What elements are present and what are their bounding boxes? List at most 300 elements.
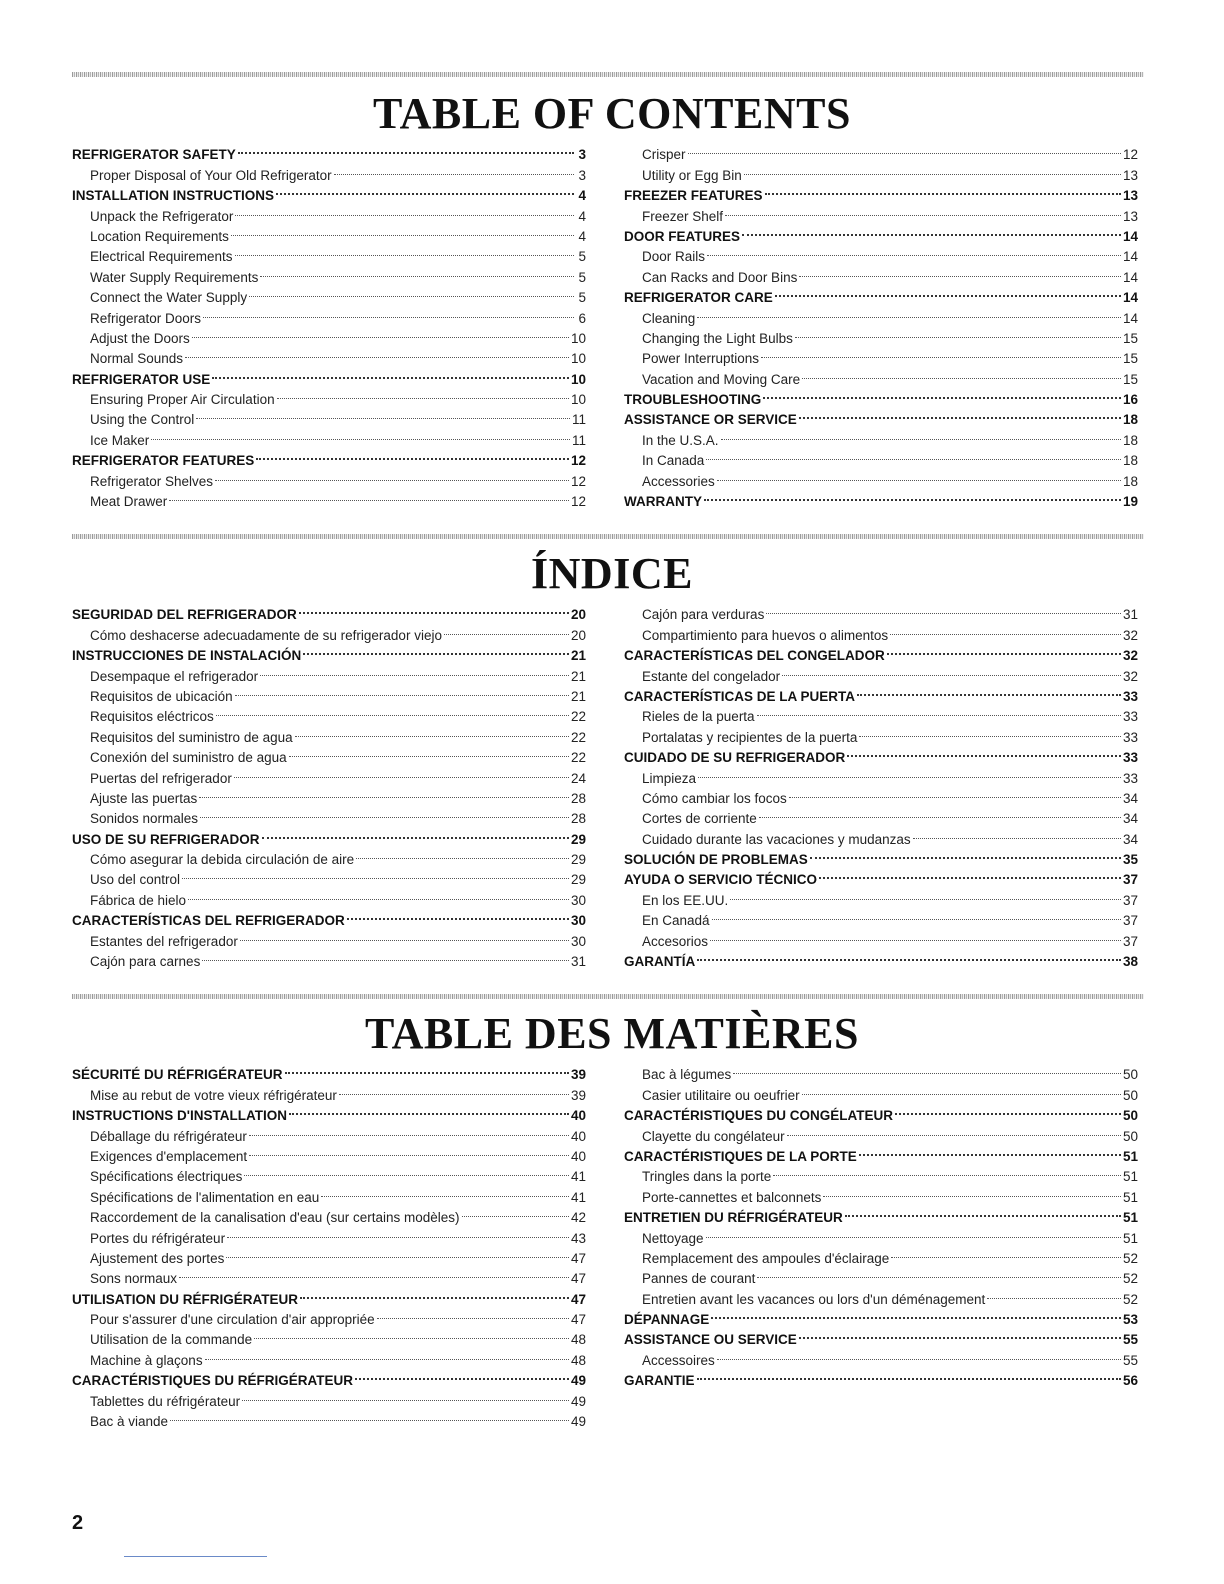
dot-leader bbox=[913, 823, 1121, 843]
dot-leader bbox=[299, 599, 569, 619]
dot-leader bbox=[215, 465, 569, 485]
dot-leader bbox=[226, 1243, 569, 1263]
dot-leader bbox=[289, 742, 569, 762]
dot-leader bbox=[895, 1100, 1121, 1120]
toc-entry-label: Location Requirements bbox=[90, 228, 229, 244]
toc-entry-label: Raccordement de la canalisation d'eau (sur certains modèles) bbox=[90, 1210, 460, 1226]
dot-leader bbox=[244, 1161, 569, 1181]
toc-entry-page: 3 bbox=[578, 167, 586, 183]
toc-entry-page: 12 bbox=[570, 473, 586, 489]
dot-leader bbox=[262, 823, 569, 843]
toc-entry-page: 47 bbox=[570, 1312, 586, 1328]
dot-leader bbox=[697, 302, 1121, 322]
dot-leader bbox=[712, 905, 1121, 925]
toc-entry-label: Accesorios bbox=[642, 933, 709, 949]
toc-subentry bbox=[624, 1059, 1138, 1083]
toc-entry-page: 37 bbox=[1122, 933, 1138, 949]
dot-leader bbox=[238, 139, 574, 159]
toc-entry-page: 48 bbox=[570, 1332, 586, 1348]
toc-entry-label: Sons normaux bbox=[90, 1271, 178, 1287]
toc-entry-label: Ajustement des portes bbox=[90, 1250, 225, 1266]
toc-heading-entry bbox=[624, 1365, 1138, 1389]
dot-leader bbox=[717, 465, 1121, 485]
toc-entry-label: REFRIGERATOR SAFETY bbox=[72, 147, 236, 163]
dot-leader bbox=[787, 1120, 1121, 1140]
toc-entry-page: 47 bbox=[570, 1291, 586, 1307]
toc-entry-label: Cleaning bbox=[642, 310, 696, 326]
dot-leader bbox=[256, 445, 569, 465]
toc-entry-label: Utilisation de la commande bbox=[90, 1332, 253, 1348]
toc-entry-page: 13 bbox=[1122, 208, 1138, 224]
toc-entry-page: 10 bbox=[570, 392, 586, 408]
toc-entry-page: 40 bbox=[570, 1108, 586, 1124]
dot-leader bbox=[698, 762, 1121, 782]
toc-entry-page: 15 bbox=[1122, 371, 1138, 387]
dot-leader bbox=[289, 1100, 569, 1120]
toc-entry-page: 30 bbox=[570, 892, 586, 908]
toc-entry-page: 29 bbox=[570, 831, 586, 847]
dot-leader bbox=[227, 1222, 569, 1242]
dot-leader bbox=[260, 660, 569, 680]
toc-entry-page: 50 bbox=[1122, 1087, 1138, 1103]
toc-entry-label: Casier utilitaire ou oeufrier bbox=[642, 1087, 800, 1103]
toc-entry-page: 49 bbox=[570, 1373, 586, 1389]
toc-entry-label: Déballage du réfrigérateur bbox=[90, 1128, 247, 1144]
dot-leader bbox=[202, 946, 569, 966]
toc-entry-page: 3 bbox=[578, 147, 586, 163]
toc-entry-label: FREEZER FEATURES bbox=[624, 188, 763, 204]
dot-leader bbox=[276, 180, 574, 200]
toc-entry-label: Compartimiento para huevos o alimentos bbox=[642, 627, 889, 643]
toc-entry-page: 10 bbox=[570, 351, 586, 367]
toc-entry-page: 13 bbox=[1122, 167, 1138, 183]
dot-leader bbox=[303, 640, 569, 660]
dot-leader bbox=[823, 1181, 1121, 1201]
dot-leader bbox=[757, 701, 1121, 721]
dot-leader bbox=[231, 221, 574, 241]
toc-entry-page: 41 bbox=[570, 1169, 586, 1185]
dot-leader bbox=[196, 404, 570, 424]
toc-entry-label: Unpack the Refrigerator bbox=[90, 208, 234, 224]
toc-subentry bbox=[624, 139, 1138, 163]
toc-entry-label: Crisper bbox=[642, 147, 686, 163]
toc-entry-label: Normal Sounds bbox=[90, 351, 184, 367]
toc-entry-page: 33 bbox=[1122, 688, 1138, 704]
dot-leader bbox=[707, 241, 1121, 261]
section-title-es: ÍNDICE bbox=[531, 549, 693, 598]
dot-leader bbox=[240, 925, 569, 945]
dot-leader bbox=[182, 864, 569, 884]
dot-leader bbox=[242, 1385, 569, 1405]
toc-entry-label: Ajuste las puertas bbox=[90, 790, 198, 806]
dot-leader bbox=[300, 1283, 569, 1303]
section-divider-fr bbox=[72, 994, 1144, 999]
dot-leader bbox=[216, 701, 569, 721]
dot-leader bbox=[761, 343, 1121, 363]
toc-entry-page: 4 bbox=[578, 208, 586, 224]
toc-entry-label: Ensuring Proper Air Circulation bbox=[90, 392, 275, 408]
section-divider-es bbox=[72, 534, 1144, 539]
toc-entry-page: 12 bbox=[1122, 147, 1138, 163]
toc-entry-label: Utility or Egg Bin bbox=[642, 167, 742, 183]
toc-entry-page: 20 bbox=[570, 607, 586, 623]
toc-entry-page: 37 bbox=[1122, 913, 1138, 929]
toc-entry-label: TROUBLESHOOTING bbox=[624, 392, 762, 408]
toc-subentry bbox=[624, 762, 1138, 786]
dot-leader bbox=[763, 384, 1121, 404]
toc-entry-label: Can Racks and Door Bins bbox=[642, 269, 798, 285]
toc-entry-page: 49 bbox=[570, 1414, 586, 1430]
toc-entry-page: 49 bbox=[570, 1393, 586, 1409]
toc-entry-label: ASSISTANCE OR SERVICE bbox=[624, 412, 797, 428]
toc-entry-page: 52 bbox=[1122, 1250, 1138, 1266]
toc-entry-page: 38 bbox=[1122, 954, 1138, 970]
dot-leader bbox=[802, 363, 1121, 383]
toc-entry-label: Cómo deshacerse adecuadamente de su refrigerador viejo bbox=[90, 627, 442, 643]
toc-column-es-left bbox=[72, 599, 586, 970]
toc-entry-label: SÉCURITÉ DU RÉFRIGÉRATEUR bbox=[72, 1067, 283, 1083]
toc-entry-label: UTILISATION DU RÉFRIGÉRATEUR bbox=[72, 1291, 298, 1307]
toc-entry-label: Cortes de corriente bbox=[642, 811, 757, 827]
dot-leader bbox=[782, 660, 1121, 680]
dot-leader bbox=[151, 424, 570, 444]
toc-entry-label: CARACTÉRISTIQUES DU CONGÉLATEUR bbox=[624, 1108, 894, 1124]
dot-leader bbox=[730, 884, 1121, 904]
toc-entry-label: Accessoires bbox=[642, 1352, 715, 1368]
dot-leader bbox=[733, 1059, 1121, 1079]
toc-entry-label: INSTALLATION INSTRUCTIONS bbox=[72, 188, 274, 204]
dot-leader bbox=[277, 384, 569, 404]
toc-entry-label: Uso del control bbox=[90, 872, 181, 888]
dot-leader bbox=[260, 261, 574, 281]
toc-entry-label: GARANTÍA bbox=[624, 954, 696, 970]
toc-entry-page: 31 bbox=[1122, 607, 1138, 623]
dot-leader bbox=[356, 844, 569, 864]
toc-column-es-right bbox=[624, 599, 1138, 970]
toc-entry-label: Connect the Water Supply bbox=[90, 290, 248, 306]
toc-entry-page: 48 bbox=[570, 1352, 586, 1368]
toc-entry-page: 37 bbox=[1122, 892, 1138, 908]
toc-entry-label: Mise au rebut de votre vieux réfrigérateur bbox=[90, 1087, 337, 1103]
toc-entry-label: Nettoyage bbox=[642, 1230, 704, 1246]
toc-entry-label: Refrigerator Doors bbox=[90, 310, 202, 326]
toc-entry-label: USO DE SU REFRIGERADOR bbox=[72, 831, 260, 847]
toc-entry-label: Cuidado durante las vacaciones y mudanzas bbox=[642, 831, 911, 847]
toc-entry-label: Cómo asegurar la debida circulación de aire bbox=[90, 852, 355, 868]
toc-entry-page: 34 bbox=[1122, 790, 1138, 806]
dot-leader bbox=[234, 762, 569, 782]
toc-entry-label: GARANTIE bbox=[624, 1373, 695, 1389]
toc-entry-label: Bac à légumes bbox=[642, 1067, 732, 1083]
toc-entry-page: 51 bbox=[1122, 1148, 1138, 1164]
dot-leader bbox=[444, 619, 569, 639]
toc-entry-label: In the U.S.A. bbox=[642, 432, 719, 448]
toc-entry-page: 11 bbox=[571, 432, 586, 448]
toc-entry-label: Requisitos del suministro de agua bbox=[90, 729, 293, 745]
toc-entry-page: 12 bbox=[570, 453, 586, 469]
toc-entry-page: 40 bbox=[570, 1128, 586, 1144]
dot-leader bbox=[321, 1181, 569, 1201]
toc-entry-label: ENTRETIEN DU RÉFRIGÉRATEUR bbox=[624, 1210, 843, 1226]
toc-entry-label: Spécifications de l'alimentation en eau bbox=[90, 1189, 320, 1205]
dot-leader bbox=[766, 599, 1121, 619]
toc-entry-label: CARACTÉRISTIQUES DE LA PORTE bbox=[624, 1148, 857, 1164]
toc-column-en-left bbox=[72, 139, 586, 510]
toc-entry-page: 50 bbox=[1122, 1067, 1138, 1083]
section-divider-top bbox=[72, 72, 1144, 77]
toc-entry-label: Changing the Light Bulbs bbox=[642, 330, 793, 346]
toc-entry-page: 6 bbox=[578, 310, 586, 326]
toc-entry-page: 13 bbox=[1122, 188, 1138, 204]
toc-entry-page: 30 bbox=[570, 913, 586, 929]
dot-leader bbox=[757, 1263, 1121, 1283]
toc-entry-label: Requisitos de ubicación bbox=[90, 688, 233, 704]
toc-entry-label: Portes du réfrigérateur bbox=[90, 1230, 226, 1246]
toc-entry-page: 29 bbox=[570, 852, 586, 868]
toc-entry-label: ASSISTANCE OU SERVICE bbox=[624, 1332, 797, 1348]
dot-leader bbox=[688, 139, 1121, 159]
toc-entry-label: Conexión del suministro de agua bbox=[90, 750, 287, 766]
toc-entry-label: In Canada bbox=[642, 453, 705, 469]
dot-leader bbox=[249, 1120, 569, 1140]
toc-entry-label: REFRIGERATOR USE bbox=[72, 371, 211, 387]
toc-entry-label: Electrical Requirements bbox=[90, 249, 233, 265]
toc-entry-label: Water Supply Requirements bbox=[90, 269, 259, 285]
dot-leader bbox=[775, 282, 1121, 302]
toc-entry-page: 10 bbox=[570, 330, 586, 346]
toc-entry-label: Pour s'assurer d'une circulation d'air appropriée bbox=[90, 1312, 375, 1328]
toc-column-fr-left bbox=[72, 1059, 586, 1430]
toc-entry-page: 18 bbox=[1122, 473, 1138, 489]
dot-leader bbox=[188, 884, 569, 904]
toc-entry-label: INSTRUCCIONES DE INSTALACIÓN bbox=[72, 648, 302, 664]
dot-leader bbox=[295, 721, 569, 741]
toc-entry-page: 55 bbox=[1122, 1352, 1138, 1368]
toc-entry-page: 15 bbox=[1122, 330, 1138, 346]
toc-entry-page: 14 bbox=[1122, 290, 1138, 306]
toc-entry-page: 56 bbox=[1122, 1373, 1138, 1389]
toc-entry-page: 51 bbox=[1122, 1230, 1138, 1246]
dot-leader bbox=[744, 159, 1121, 179]
dot-leader bbox=[799, 1324, 1121, 1344]
dot-leader bbox=[199, 783, 569, 803]
toc-entry-page: 15 bbox=[1122, 351, 1138, 367]
toc-entry-label: Cajón para carnes bbox=[90, 954, 201, 970]
toc-entry-label: Limpieza bbox=[642, 770, 697, 786]
toc-subentry bbox=[624, 323, 1138, 346]
toc-entry-label: CARACTERÍSTICAS DEL REFRIGERADOR bbox=[72, 913, 345, 929]
dot-leader bbox=[795, 323, 1121, 343]
toc-entry-label: CARACTERÍSTICAS DEL CONGELADOR bbox=[624, 648, 885, 664]
toc-entry-page: 10 bbox=[570, 371, 586, 387]
dot-leader bbox=[845, 1202, 1121, 1222]
toc-entry-page: 33 bbox=[1122, 770, 1138, 786]
toc-entry-page: 41 bbox=[570, 1189, 586, 1205]
dot-leader bbox=[717, 1344, 1121, 1364]
toc-subentry bbox=[624, 302, 1138, 326]
toc-entry-label: Estantes del refrigerador bbox=[90, 933, 238, 949]
toc-entry-label: Vacation and Moving Care bbox=[642, 371, 801, 387]
dot-leader bbox=[355, 1365, 569, 1385]
toc-entry-page: 22 bbox=[570, 750, 586, 766]
toc-entry-label: REFRIGERATOR CARE bbox=[624, 290, 773, 306]
toc-entry-page: 37 bbox=[1122, 872, 1138, 888]
dot-leader bbox=[235, 200, 574, 220]
toc-entry-label: SOLUCIÓN DE PROBLEMAS bbox=[624, 852, 808, 868]
dot-leader bbox=[205, 1344, 569, 1364]
dot-leader bbox=[185, 343, 569, 363]
toc-column-en-right bbox=[624, 139, 1138, 510]
toc-entry-label: Tablettes du réfrigérateur bbox=[90, 1393, 241, 1409]
dot-leader bbox=[235, 241, 574, 261]
section-title-fr: TABLE DES MATIÈRES bbox=[365, 1009, 859, 1058]
toc-entry-page: 21 bbox=[570, 668, 586, 684]
toc-entry-label: Portalatas y recipientes de la puerta bbox=[642, 729, 858, 745]
dot-leader bbox=[759, 803, 1121, 823]
toc-heading-entry bbox=[72, 1059, 586, 1083]
toc-entry-page: 14 bbox=[1122, 310, 1138, 326]
toc-heading-entry bbox=[72, 139, 586, 163]
dot-leader bbox=[169, 486, 569, 506]
toc-entry-page: 52 bbox=[1122, 1291, 1138, 1307]
toc-heading-entry bbox=[72, 599, 586, 623]
toc-subentry bbox=[624, 159, 1138, 183]
toc-entry-page: 28 bbox=[570, 790, 586, 806]
dot-leader bbox=[810, 844, 1121, 864]
toc-entry-label: AYUDA O SERVICIO TÉCNICO bbox=[624, 872, 818, 888]
toc-entry-page: 20 bbox=[570, 627, 586, 643]
toc-entry-label: SEGURIDAD DEL REFRIGERADOR bbox=[72, 607, 297, 623]
toc-entry-page: 47 bbox=[570, 1271, 586, 1287]
toc-entry-page: 21 bbox=[570, 648, 586, 664]
toc-entry-page: 5 bbox=[578, 290, 586, 306]
toc-subentry bbox=[624, 783, 1138, 806]
toc-entry-page: 42 bbox=[570, 1210, 586, 1226]
toc-entry-page: 47 bbox=[570, 1250, 586, 1266]
toc-entry-label: Door Rails bbox=[642, 249, 706, 265]
toc-entry-page: 4 bbox=[578, 188, 586, 204]
section-title-en: TABLE OF CONTENTS bbox=[373, 89, 851, 138]
dot-leader bbox=[710, 925, 1121, 945]
dot-leader bbox=[200, 803, 569, 823]
toc-heading-entry bbox=[624, 946, 1138, 970]
dot-leader bbox=[859, 1141, 1121, 1161]
toc-entry-label: En los EE.UU. bbox=[642, 892, 729, 908]
dot-leader bbox=[697, 1365, 1121, 1385]
toc-entry-label: Bac à viande bbox=[90, 1414, 169, 1430]
toc-entry-page: 5 bbox=[578, 249, 586, 265]
toc-entry-page: 33 bbox=[1122, 750, 1138, 766]
dot-leader bbox=[859, 721, 1121, 741]
toc-entry-label: Pannes de courant bbox=[642, 1271, 756, 1287]
page-number: 2 bbox=[72, 1512, 84, 1534]
dot-leader bbox=[170, 1406, 569, 1426]
toc-entry-label: Cajón para verduras bbox=[642, 607, 765, 623]
dot-leader bbox=[347, 905, 569, 925]
dot-leader bbox=[773, 1161, 1121, 1181]
toc-entry-label: WARRANTY bbox=[624, 494, 702, 510]
dot-leader bbox=[742, 221, 1121, 241]
dot-leader bbox=[697, 946, 1121, 966]
toc-entry-page: 33 bbox=[1122, 729, 1138, 745]
toc-entry-page: 18 bbox=[1122, 432, 1138, 448]
dot-leader bbox=[179, 1263, 569, 1283]
toc-entry-page: 29 bbox=[570, 872, 586, 888]
toc-entry-label: Requisitos eléctricos bbox=[90, 709, 214, 725]
toc-entry-page: 34 bbox=[1122, 811, 1138, 827]
dot-leader bbox=[285, 1059, 569, 1079]
toc-entry-page: 12 bbox=[570, 494, 586, 510]
toc-entry-label: CARACTERÍSTICAS DE LA PUERTA bbox=[624, 688, 856, 704]
toc-column-fr-right bbox=[624, 1059, 1138, 1389]
toc-entry-label: DÉPANNAGE bbox=[624, 1312, 710, 1328]
toc-entry-page: 35 bbox=[1122, 852, 1138, 868]
toc-entry-label: DOOR FEATURES bbox=[624, 228, 741, 244]
toc-entry-page: 14 bbox=[1122, 269, 1138, 285]
dot-leader bbox=[334, 159, 574, 179]
dot-leader bbox=[819, 864, 1121, 884]
toc-entry-label: Power Interruptions bbox=[642, 351, 760, 367]
toc-entry-page: 34 bbox=[1122, 831, 1138, 847]
toc-entry-page: 18 bbox=[1122, 412, 1138, 428]
toc-entry-label: CUIDADO DE SU REFRIGERADOR bbox=[624, 750, 846, 766]
dot-leader bbox=[987, 1283, 1121, 1303]
toc-entry-label: Spécifications électriques bbox=[90, 1169, 243, 1185]
dot-leader bbox=[765, 180, 1121, 200]
toc-entry-page: 40 bbox=[570, 1148, 586, 1164]
toc-entry-label: Freezer Shelf bbox=[642, 208, 724, 224]
toc-entry-label: Remplacement des ampoules d'éclairage bbox=[642, 1250, 890, 1266]
toc-entry-page: 28 bbox=[570, 811, 586, 827]
toc-entry-label: Porte-cannettes et balconnets bbox=[642, 1189, 822, 1205]
toc-entry-page: 51 bbox=[1122, 1210, 1138, 1226]
dot-leader bbox=[249, 282, 574, 302]
toc-entry-page: 14 bbox=[1122, 249, 1138, 265]
toc-entry-label: Adjust the Doors bbox=[90, 330, 190, 346]
toc-entry-page: 21 bbox=[570, 688, 586, 704]
dot-leader bbox=[847, 742, 1121, 762]
dot-leader bbox=[235, 681, 569, 701]
dot-leader bbox=[711, 1304, 1121, 1324]
toc-entry-page: 32 bbox=[1122, 668, 1138, 684]
toc-entry-label: Entretien avant les vacances ou lors d'un déménagement bbox=[642, 1291, 986, 1307]
dot-leader bbox=[704, 486, 1121, 506]
toc-entry-label: REFRIGERATOR FEATURES bbox=[72, 453, 255, 469]
toc-entry-label: Sonidos normales bbox=[90, 811, 199, 827]
toc-entry-label: Estante del congelador bbox=[642, 668, 781, 684]
toc-entry-page: 53 bbox=[1122, 1312, 1138, 1328]
dot-leader bbox=[339, 1079, 569, 1099]
toc-entry-label: Clayette du congélateur bbox=[642, 1128, 785, 1144]
dot-leader bbox=[725, 200, 1121, 220]
toc-entry-label: Ice Maker bbox=[90, 432, 150, 448]
dot-leader bbox=[887, 640, 1121, 660]
toc-entry-page: 32 bbox=[1122, 648, 1138, 664]
toc-entry-label: CARACTÉRISTIQUES DU RÉFRIGÉRATEUR bbox=[72, 1373, 354, 1389]
toc-entry-page: 33 bbox=[1122, 709, 1138, 725]
toc-entry-label: Fábrica de hielo bbox=[90, 892, 187, 908]
toc-entry-page: 43 bbox=[570, 1230, 586, 1246]
dot-leader bbox=[249, 1141, 569, 1161]
dot-leader bbox=[462, 1202, 569, 1222]
dot-leader bbox=[203, 302, 574, 322]
toc-entry-page: 4 bbox=[578, 228, 586, 244]
toc-entry-label: Tringles dans la porte bbox=[642, 1169, 772, 1185]
toc-entry-label: INSTRUCTIONS D'INSTALLATION bbox=[72, 1108, 287, 1124]
toc-entry-page: 50 bbox=[1122, 1128, 1138, 1144]
dot-leader bbox=[857, 681, 1121, 701]
toc-entry-page: 14 bbox=[1122, 228, 1138, 244]
